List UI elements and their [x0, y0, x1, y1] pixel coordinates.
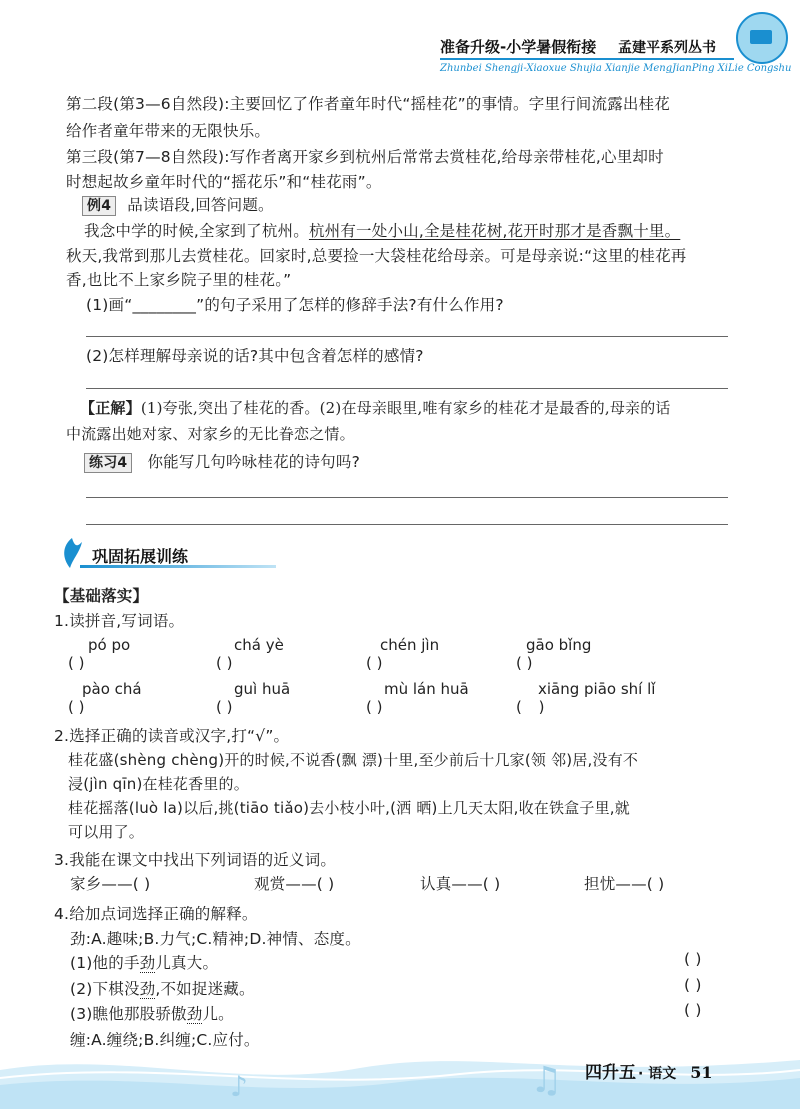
- pinyin-item: chén jìn: [380, 636, 440, 654]
- answer-blank[interactable]: ( ): [366, 698, 383, 716]
- dotted-word: 劲: [139, 954, 156, 972]
- practice4-question: 你能写几句吟咏桂花的诗句吗?: [147, 453, 361, 471]
- header-rule: [440, 58, 734, 60]
- answer-label: 【正解】: [80, 399, 141, 417]
- synonym-item[interactable]: 观赏——( ): [254, 875, 335, 893]
- example4-tag: 例4: [82, 196, 116, 216]
- book-icon: [750, 30, 772, 44]
- pinyin-item: pào chá: [82, 680, 142, 698]
- q2-line1: 桂花盛(shèng chèng)开的时候,不说香(飘 漂)十里,至少前后十几家(领 邻)居,没有不: [68, 751, 639, 769]
- example4-q2: (2)怎样理解母亲说的话?其中包含着怎样的感情?: [86, 347, 424, 365]
- answer-blank[interactable]: ( ): [684, 976, 702, 994]
- section-title: 巩固拓展训练: [92, 547, 189, 566]
- answer-line: [86, 388, 728, 389]
- chan-definition: 缠:A.缠绕;B.纠缠;C.应付。: [70, 1031, 260, 1049]
- header: [0, 0, 800, 90]
- example4-text-line3: 香,也比不上家乡院子里的桂花。”: [66, 271, 292, 289]
- answer-blank[interactable]: ( ): [516, 654, 533, 672]
- q2-title: 2.选择正确的读音或汉字,打“√”。: [54, 727, 290, 745]
- summary-p3-line2: 时想起故乡童年时代的“摇花乐”和“桂花雨”。: [66, 173, 382, 191]
- section-header: [58, 536, 258, 576]
- dotted-word: 劲: [186, 1005, 203, 1023]
- example4-text-1b: 杭州有一处小山,全是桂花树,花开时那才是香飘十里。: [308, 222, 681, 240]
- synonym-item[interactable]: 家乡——( ): [70, 875, 151, 893]
- q4-sentence-1: [70, 951, 218, 975]
- svg-text:♪: ♪: [230, 1070, 248, 1103]
- example4-text-line2: 秋天,我常到那儿去赏桂花。回家时,总要捡一大袋桂花给母亲。可是母亲说:“这里的桂花再: [66, 247, 687, 265]
- answer-line: [86, 497, 728, 498]
- q2-line4: 可以用了。: [68, 823, 145, 841]
- example4-answer-line2: 中流露出她对家、对家乡的无比眷恋之情。: [66, 425, 355, 443]
- answer-line: [86, 336, 728, 337]
- summary-p2-line1: 第二段(第3—6自然段):主要回忆了作者童年时代“摇桂花”的事情。字里行间流露出桂花: [66, 95, 671, 113]
- pinyin-item: mù lán huā: [384, 680, 469, 698]
- pinyin-item: pó po: [88, 636, 131, 654]
- sentence-text: (1)他的手: [70, 954, 140, 972]
- pinyin-item: xiāng piāo shí lǐ: [538, 680, 656, 698]
- dotted-word: 劲: [139, 980, 156, 998]
- footer-subject: · 语文: [638, 1066, 677, 1082]
- summary-p3-line1: 第三段(第7—8自然段):写作者离开家乡到杭州后常常去赏桂花,给母亲带桂花,心里却时: [66, 148, 664, 166]
- example4-q1: (1)画“________”的句子采用了怎样的修辞手法?有什么作用?: [86, 296, 504, 314]
- sentence-text: 儿。: [202, 1005, 234, 1023]
- sentence-text: (2)下棋没: [70, 980, 140, 998]
- pinyin-item: gāo bǐng: [526, 636, 592, 654]
- example4-instruction: 品读语段,回答问题。: [127, 196, 274, 214]
- practice4-tag: 练习4: [84, 453, 132, 473]
- header-series: 孟建平系列丛书: [618, 40, 716, 56]
- practice4-header: [84, 450, 360, 474]
- jin-definition: 劲:A.趣味;B.力气;C.精神;D.神情、态度。: [70, 930, 361, 948]
- synonym-item[interactable]: 认真——( ): [420, 875, 501, 893]
- sentence-text: 儿真大。: [155, 954, 219, 972]
- q1-title: 1.读拼音,写词语。: [54, 612, 185, 630]
- answer-blank[interactable]: ( ): [216, 654, 233, 672]
- answer-line: [86, 524, 728, 525]
- answer-blank[interactable]: ( ): [68, 698, 85, 716]
- q4-sentence-2: [70, 977, 255, 1001]
- synonym-item[interactable]: 担忧——( ): [584, 875, 665, 893]
- answer-blank[interactable]: ( ): [68, 654, 85, 672]
- sentence-text: ,不如捉迷藏。: [155, 980, 255, 998]
- example4-text-line1: [84, 219, 680, 243]
- header-pinyin: Zhunbei Shengji-Xiaoxue Shujia Xianjie MengJianPing XiLie Congshu: [440, 63, 792, 74]
- example4-text-1a: 我念中学的时候,全家到了杭州。: [84, 222, 309, 240]
- answer-text-1: (1)夸张,突出了桂花的香。(2)在母亲眼里,唯有家乡的桂花才是最香的,母亲的话: [140, 399, 671, 417]
- subsection-title: 【基础落实】: [54, 587, 149, 605]
- q4-sentence-3: [70, 1002, 234, 1026]
- footer-grade: 四升五: [585, 1063, 636, 1083]
- q4-title: 4.给加点词选择正确的解释。: [54, 905, 258, 923]
- example4-answer-line1: [80, 396, 671, 420]
- answer-blank[interactable]: ( ): [684, 950, 702, 968]
- footer-label: [585, 1058, 712, 1083]
- pinyin-item: chá yè: [234, 636, 284, 654]
- answer-blank[interactable]: ( ): [366, 654, 383, 672]
- q2-line3: 桂花摇落(luò la)以后,挑(tiāo tiǎo)去小枝小叶,(洒 晒)上几天太阳,收在铁盒子里,就: [68, 799, 630, 817]
- header-title: 准备升级-小学暑假衔接: [440, 38, 597, 56]
- q2-line2: 浸(jìn qīn)在桂花香里的。: [68, 775, 249, 793]
- pinyin-item: guì huā: [234, 680, 291, 698]
- sentence-text: (3)瞧他那股骄傲: [70, 1005, 187, 1023]
- example4-header: [82, 193, 274, 217]
- answer-blank[interactable]: ( ): [684, 1001, 702, 1019]
- q3-title: 3.我能在课文中找出下列词语的近义词。: [54, 851, 337, 869]
- answer-blank[interactable]: ( ): [216, 698, 233, 716]
- page-number: 51: [690, 1063, 713, 1082]
- answer-blank[interactable]: ( ): [516, 698, 551, 716]
- summary-p2-line2: 给作者童年带来的无限快乐。: [66, 122, 271, 140]
- svg-text:♫: ♫: [530, 1060, 563, 1101]
